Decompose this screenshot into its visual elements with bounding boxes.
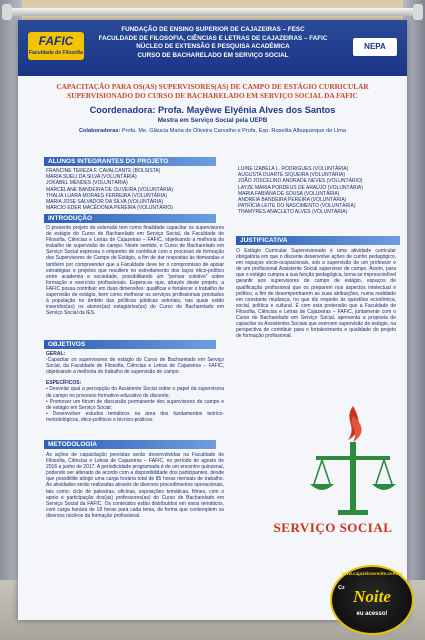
list-item: MÁRCIO EDER MACÊDONIA PEREIRA (VOLUNTÁRIO)	[46, 205, 173, 212]
section-justification-heading: JUSTIFICATIVA	[236, 236, 400, 245]
scale-pan-right	[372, 484, 396, 490]
servico-social-label: SERVIÇO SOCIAL	[273, 520, 393, 535]
list-item: MARIA JOSE SALVADOR DA SILVA (VOLUNTÁRIA)	[46, 199, 164, 206]
scale-string	[376, 460, 384, 484]
institution-lines	[88, 26, 338, 60]
project-title: CAPACITAÇÃO PARA OS(AS) SUPERVISORES(AS) DE CAMPO DE ESTÁGIO CURRICULAR SUPERVISIONADO DO CURSO DE BACHARELADO EM SERVIÇO SOCIAL DA FAFIC	[56, 82, 369, 100]
list-item: THALIA LUARA MORAES FERREIRA (VOLUNTÁRIA)	[46, 192, 168, 199]
institution-line: NÚCLEO DE EXTENSÃO E PESQUISA ACADÊMICA	[136, 43, 290, 51]
fafic-logo	[28, 32, 84, 60]
poster	[18, 20, 407, 620]
institution-line: FUNDAÇÃO DE ENSINO SUPERIOR DE CAJAZEIRAS – FESC	[121, 26, 305, 33]
section-methodology-heading: METODOLOGIA	[44, 440, 216, 449]
rod-cap-right	[413, 4, 423, 20]
stamp-url: www.cajazeirasnoite.com.br	[341, 571, 403, 576]
stamp-subtitle: eu acesso!	[356, 611, 388, 617]
list-item: AUGUSTA DUARTE SIQUEIRA (VOLUNTÁRIA)	[238, 172, 346, 179]
list-item: JOKABEL MENDES (VOLUNTÁRIA)	[46, 180, 128, 187]
scale-string	[314, 460, 322, 484]
objectives-specific-label: ESPECÍFICOS:	[46, 380, 82, 387]
section-members-heading: ALUNOS INTEGRANTES DO PROJETO	[44, 157, 216, 166]
objective-item: • Promover um fórum de discussão permanente dos supervisores de campo e de estágio em Serviço Social;	[46, 398, 224, 411]
coordinator: Coordenadora: Profa. Mayêwe Elyênia Alves dos Santos	[89, 105, 336, 115]
scale-beam	[316, 456, 390, 460]
justification-text: O Estágio Curricular Supervisionado é uma atividade curricular obrigatória em que o discente desenvolve ações de cunho pedagógico, em espaços sócio-ocupacionais, sob a supervisão de um professor e de um profissional Assistente Social supervisor de campo. Assim, para que o estágio cumpra a sua função pedagógica, torna-se imprescindível garantir aos supervisores de campo de estágio, espaços de qualificação profissional que os preparem nos aspectos intelectual e político, a fim de desempenharem as suas atribuições, numa realidade em constante mudança, no que diz respeito às questões econômica, social, política e cultural. É com esta pretensão que a Faculdade de Filosofia, Ciências e Letras de Cajazeiras – FAFIC, juntamente com o Curso de Bacharelado em Serviço Social, apresenta a proposta de capacitar os Assistentes Sociais que exercem supervisão de estágio, na perspectiva de contribuir para o fortalecimento e qualidade do projeto de formação profissional.	[236, 248, 396, 340]
list-item: PATRÍCIA LEITE DO NASCIMENTO (VOLUNTÁRIA)	[238, 203, 356, 210]
objectives-general-label: GERAL:	[46, 351, 66, 357]
list-item: JOÃO JOSCELINO ANDRADE NEVES (VOLUNTÁRIO)	[238, 178, 363, 185]
objectives-general-text: -Capacitar os supervisores de estágio do Curso de Bacharelado em Serviço Social, da Faculdade de Filosofia, Ciências e Letras de Cajazeiras – FAFIC, objetivando a melhoria do trabalho de supervisão de campo.	[46, 357, 224, 376]
list-item: ANDREIA BANDEIRA PEREIRA (VOLUNTÁRIA)	[238, 197, 347, 204]
objectives-block	[46, 351, 224, 423]
list-item: MARCELANE BANDEIRA DE OLIVEIRA (VOLUNTÁRIA)	[46, 186, 173, 193]
institution-line: FACULDADE DE FILOSOFIA, CIÊNCIAS E LETRAS DE CAJAZEIRAS – FAFIC	[98, 34, 328, 42]
list-item: FRANCINE TEREZA F. CAVALCANTE (BOLSISTA)	[46, 168, 161, 174]
fafic-logo-text: FAFIC	[38, 34, 74, 48]
poster-header	[18, 20, 407, 76]
fafic-logo-sub: Faculdade de Filosofia	[29, 50, 83, 56]
title-block	[18, 80, 407, 134]
scale-pan-left	[310, 484, 334, 490]
scale-string	[322, 460, 330, 484]
intro-text: O presente projeto de extensão tem como finalidade capacitar os supervisores de estágio do Curso de Bacharelado em Serviço Social, da Faculdade de Filosofia, Ciências e Letras de Cajazeiras – FAFIC, objetivando a melhoria do trabalho de supervisão de campo. Neste sentido, o Curso de Bacharelado em Serviço Social expressa o empenho de contribuir com o processo de formação dos Supervisores de Campo de Estágio, a fim de dar respostas às demandas e também por compreender que a Faculdade deve ter o compromisso de apoiar estratégias e projetos que resultem no estreitamento dos laços ético-político entre academia e sociedade, possibilitando um "pensar coletivo" sobre formação e exercício profissionais. Espera-se que, através deste projeto, a FAFIC possa contribuir em duas dimensões: qualificar e fortalecer o trabalho de supervisão de estágio, bem como melhorar os serviços profissionais prestados à população no âmbito das políticas públicas setoriais, nas quais estão inseridos(as) os alunos(as) estagiários(as) do Curso de Bacharelado em Serviço Social da IES.	[46, 225, 224, 317]
members-right-list	[238, 166, 398, 216]
collaborators-names: Profa. Me. Gláucia Maria de Oliveira Carvalho e Profa. Esp. Roselita Albuquerque de Lima	[121, 128, 347, 134]
nepa-logo: NEPA	[353, 38, 397, 56]
stamp-word: Noite	[353, 587, 391, 606]
scale-string	[384, 460, 392, 484]
scale-pillar	[350, 442, 356, 512]
institution-line: CURSO DE BACHARELADO EM SERVIÇO SOCIAL	[137, 51, 289, 59]
scale-base	[338, 510, 368, 515]
servico-social-logo	[308, 398, 398, 538]
list-item: THAMYRES ANACLETO ALVES (VOLUNTÁRIA)	[238, 209, 348, 216]
collaborators	[18, 128, 407, 134]
methodology-text: As ações de capacitação previstas serão desenvolvidas na Faculdade de Filosofia, Ciências e Letras de Cajazeiras – FAFIC, no período de agosto de 2016 a junho de 2017. A periodicidade programada é de um encontro quinzenal, podendo ser alterado de acordo com a disponibilidade dos participantes, desde que possibilite atingir uma carga horária total de 85 horas mensais de trabalho. As atividades serão realizadas através de diversos procedimentos operacionais, tais como: ciclo de palestras, oficinas, exposições temáticas, filmes, com o apoio e participação dos(as) professores(as) do Curso de Bacharelado em Serviço Social da FAFIC. Os conteúdos estão distribuídos em eixos temáticos, com carga horária de 18 horas para cada tema, de forma que contemplem os diversos núcleos da formação profissional.	[46, 452, 224, 519]
list-item: LUINE IZABELA L. RODRIGUES (VOLUNTÁRIA)	[238, 166, 349, 172]
objective-item: • Desenvolver estudos temáticos na área dos fundamentos teórico-metodológicos, ético-políticos e técnico-práticos.	[46, 410, 224, 423]
objective-item: • Desvelar qual a percepção do Assistente Social sobre o papel da supervisora de campo no processo formativo-educativo do discente;	[46, 386, 224, 399]
banner-rod	[8, 8, 417, 16]
list-item: LAYZE MARIA PORDEUS DE ARAÚJO (VOLUNTÁRIA)	[238, 184, 363, 191]
stamp-side-text: Cz	[338, 585, 345, 591]
watermark-stamp	[330, 565, 414, 635]
section-intro-heading: INTRODUÇÃO	[44, 214, 216, 223]
list-item: MARIA SUELI DA SILVA (VOLUNTÁRIA)	[46, 174, 137, 181]
coordinator-degree: Mestra em Serviço Social pela UEPB	[157, 117, 268, 124]
collaborators-label: Colaboradoras:	[78, 128, 121, 134]
rod-cap-left	[2, 4, 12, 20]
list-item: MARIA FABIANA DE SOUSA (VOLUNTÁRIA)	[238, 190, 340, 197]
members-left-list	[46, 168, 226, 211]
section-objectives-heading: OBJETIVOS	[44, 340, 216, 349]
